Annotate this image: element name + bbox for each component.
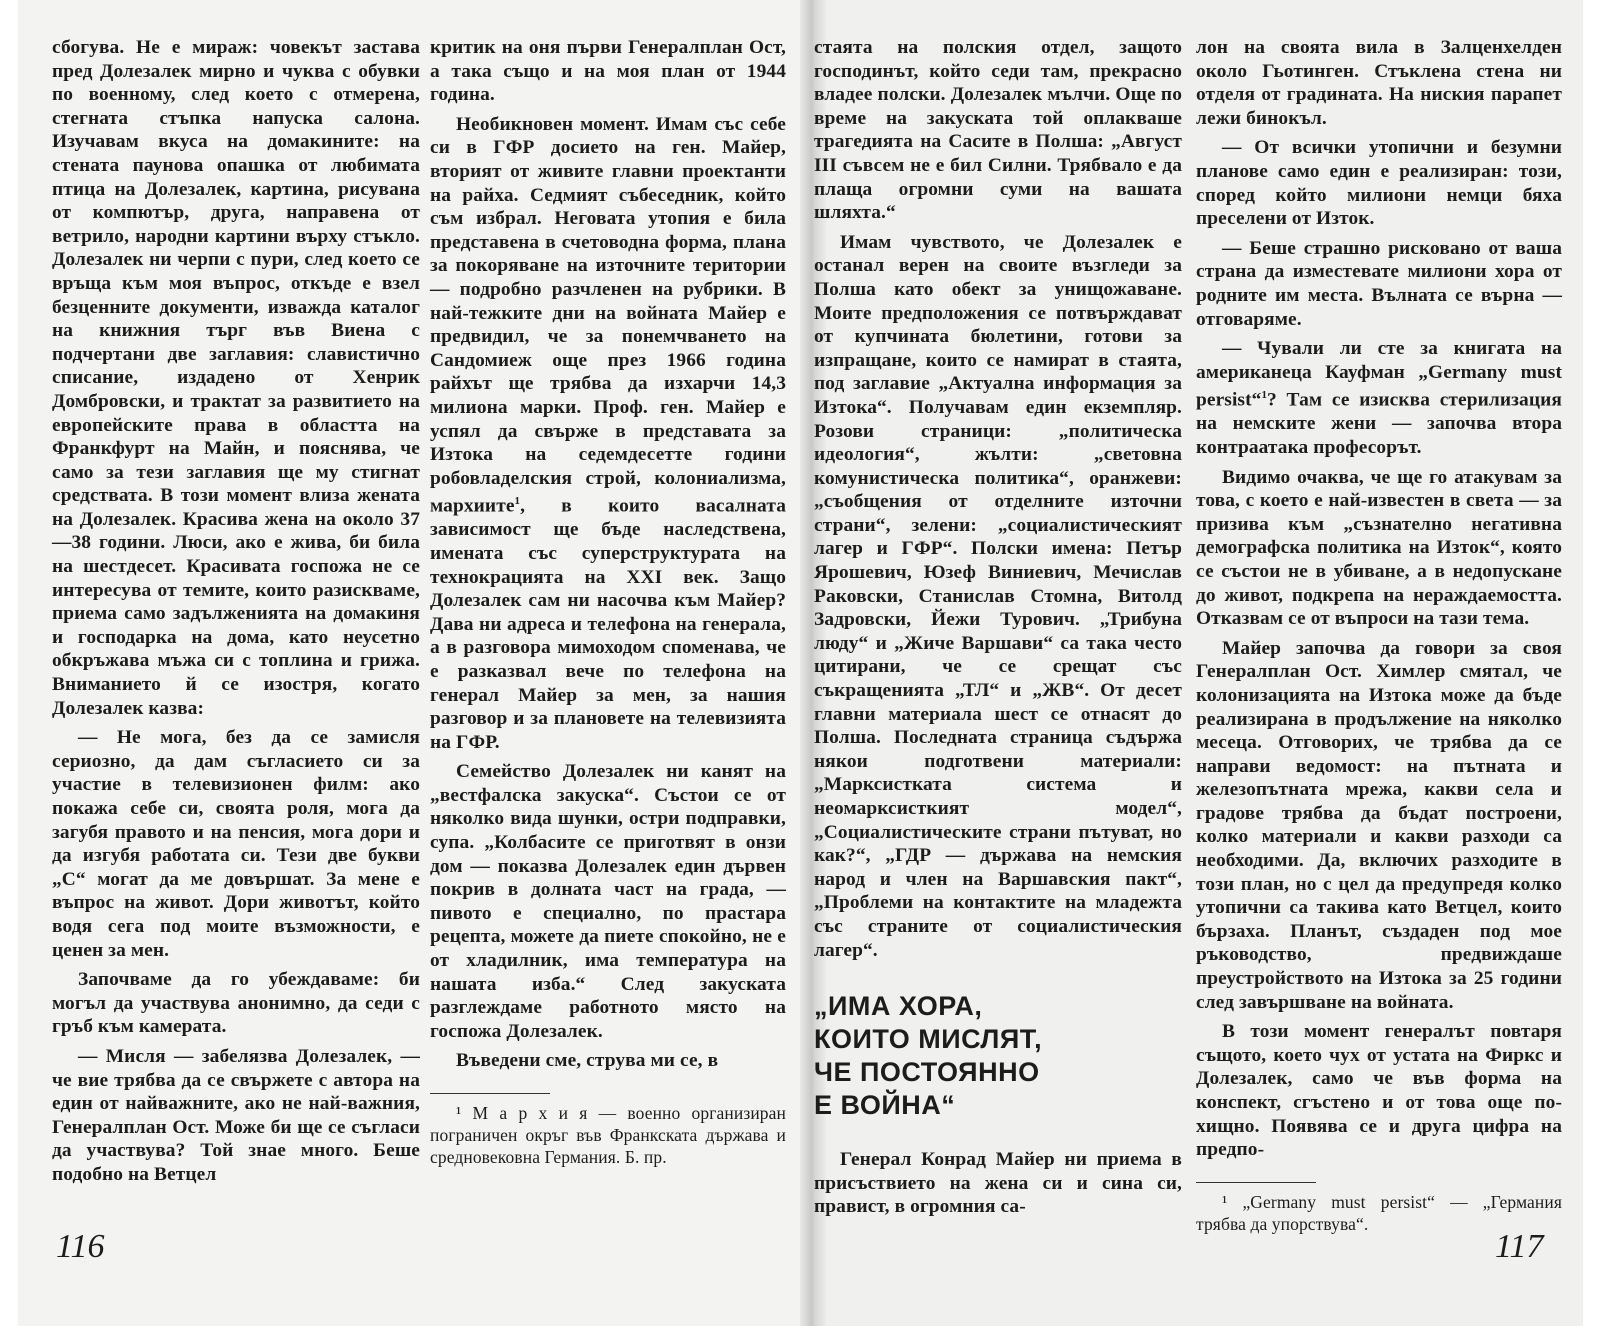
paragraph: В този момент генералът повтаря същото, което чух от устата на Фиркс и Долезалек, само че във форма на конспект, сгъстено и от това още по-хищно. Появява се и друга цифра на предпо- — [1196, 1021, 1562, 1161]
paragraph-text: — Чували ли сте за книгата на американеца Кауфман „Germany must persist“ — [1196, 338, 1562, 411]
paragraph: Въведени сме, струва ми се, в — [456, 1050, 719, 1072]
left-page-column-2 — [430, 36, 786, 1168]
paragraph — [430, 113, 786, 755]
left-page-column-1 — [52, 36, 420, 1187]
paragraph: Майер започва да говори за своя Генералплан Ост. Химлер смятал, че колонизацията на Изтока може да бъде реализирана в продължение на няколко месеца. Отговорих, че трябва да се направи ведомост: на пътната и железопътната мрежа, какви села и градове трябва да бъдат построени, колко материали и какви разходи са необходими. Да, включих разходите в този план, но с цел да предупредя колко утопични са такива като Ветцел, които бързаха. Планът, създаден под мое ръководство, предвиждаше преустройството на Изтока за 25 години след завършване на войната. — [1196, 637, 1562, 1013]
paragraph-text: ? Там се изисква стерилизация на немските жени — започва втора контраатака професорът. — [1196, 389, 1562, 458]
paragraph: Семейство Долезалек ни канят на „вестфалска закуска“. Състои се от няколко вида шунки, остри подправки, супа. „Колбасите се приготвят в онзи дом — показва Долезалек един дървен покрив в долната част на града, — пивото е специално, по прастара рецепта, можете да пиете спокойно, не е от хладилник, има температура на нашата изба.“ След закуската разглеждаме работното място на госпожа Долезалек. — [430, 761, 786, 1042]
paragraph: стаята на полския отдел, защото господинът, който седи там, прекрасно владее полски. Долезалек мълчи. Още по време на закуската той оплакваше трагедията на Сасите в Полша: „Август III съвсем не е бил Силни. Трябвало е да плаща огромни суми на вашата шляхта.“ — [814, 37, 1182, 224]
paragraph: — Не мога, без да се замисля сериозно, да дам съгласието си за участие в телевизионен филм: ако покажа себе си, своята роля, мога да загубя правото и на пенсия, мога дори и да изгубя работата си. Тези две букви „С“ могат да ме довършат. За мене е въпрос на живот. Дори животът, който водя сега под моите възможности, е ценен за мен. — [52, 727, 420, 961]
paragraph: лон на своята вила в Залценхелден около Гьотинген. Стъклена стена ни отделя от градината. На ниския парапет лежи бинокъл. — [1196, 37, 1562, 129]
footnote-divider — [1196, 1182, 1316, 1183]
page-number: 116 — [56, 1228, 105, 1265]
paragraph-text: , в които васалната зависимост ще бъде наследствена, имената със суперструктурата на технокрацията на XXI век. Защо Долезалек сам ни насочва към Майер? Дава ни адреса и телефона на генерала, а в разговора мимоходом споменава, че е разказвал вече по телефона на генерал Майер за мен, за нашия разговор и за плановете на телевизията на ГФР. — [430, 495, 786, 753]
footnote-marker: 1 — [514, 495, 521, 508]
paragraph: сбогува. Не е мираж: човекът застава пред Долезалек мирно и чуква с обувки по военному, след което с отмерена, стегната стъпка напуска салона. Изучавам вкуса на домакините: на стената паунова опашка от любимата птица на Долезалек, картина, рисувана от компютър, друга, направена от ветрило, народни картини върху стъкло. Долезалек ни черпи с пури, след което се връща към моя въпрос, откъде е взел безценните документи, изважда каталог на книжния търг във Виена с подчертани две заглавия: славистично списание, издадено от Хенрик Домбровски, и трактат за развитието на европейските права в областта на Франкфурт на Майн, и пояснява, че само за тези заглавия ще му стигнат средствата. В този момент влиза жената на Долезалек. Красива жена на около 37—38 години. Люси, ако е жива, би била на шестдесет. Красивата госпожа не се интересува от темите, които разискваме, приема само задълженията на домакиня и господарка на дома, като неусетно обкръжава мъжа си с топлина и грижа. Вниманието й се изостря, когато Долезалек казва: — [52, 37, 420, 719]
paragraph: — От всички утопични и безумни планове само един е реализиран: този, според който милиони немци бяха преселени от Изток. — [1196, 137, 1562, 230]
footnote-marker: 1 — [1261, 389, 1268, 402]
right-page-column-1 — [814, 36, 1182, 1219]
heading-line: ЧЕ ПОСТОЯННО — [814, 1057, 1040, 1088]
paragraph: Видимо очаква, че ще го атакувам за това, с което е най-известен в света — за призива към „съзнателно негативна демографска политика на Изток“, която се състои не в убиване, а в недопускане до живот, подкрепа на нераждаемостта. Отказвам се от въпроси на тази тема. — [1196, 466, 1562, 630]
paragraph: Започваме да го убеждаваме: би могъл да участвува анонимно, да седи с гръб към камерата. — [52, 969, 420, 1038]
footnote: ¹ М а р х и я — военно организиран пограничен окръг във Франкската държава и средновековна Германия. Б. пр. — [430, 1103, 786, 1167]
paragraph: Имам чувството, че Долезалек е останал верен на своите възгледи за Полша като обект за унищожаване. Моите предположения се потвърждават от купчината бюлетини, готови за изпращане, които се намират в стаята, под заглавие „Актуална информация за Изтока“. Получавам един екземпляр. Розови страници: „политическа идеология“, жълти: „световна комунистическа политика“, оранжеви: „съобщения от отделните източни страни“, зелени: „социалистическият лагер и ГФР“. Полски имена: Петър Ярошевич, Юзеф Виниевич, Мечислав Раковски, Станислав Стомна, Витолд Задровски, Йежи Турович. „Трибуна люду“ и „Жиче Варшави“ са така често цитирани, че се срещат със съкращенията „ТЛ“ и „ЖВ“. От десет главни материала шест се отнасят до Полша. Последната страница съдържа някои подготвени материали: „Марксистката система и неомарксисткият модел“, „Социалистическите страни пътуват, но как?“, „ГДР — държава на немския народ и член на Варшавския пакт“, „Проблеми на контактите на младежта със страните от социалистическия лагер“. — [814, 231, 1182, 961]
footnote: ¹ „Germany must persist“ — „Германия трябва да упорствува“. — [1196, 1191, 1562, 1234]
heading-line: „ИМА ХОРА, — [814, 991, 983, 1022]
paragraph: — Беше страшно рисковано от ваша страна да изместевате милиони хора от родните им места. Вълната се върна — отговаряме. — [1196, 237, 1562, 330]
paragraph — [1196, 337, 1562, 459]
paragraph: Генерал Конрад Майер ни приема в присъствието на жена си и сина си, правист, в огромния са- — [814, 1149, 1182, 1218]
paragraph-text: Необикновен момент. Имам със себе си в ГФР досието на ген. Майер, вторият от живите главни проектанти на райха. Седмият събеседник, който съм избрал. Неговата утопия е била представена в счетоводна форма, плана за покоряване на източните територии — подробно разчленен на рубрики. В най-тежките дни на войната Майер е предвидил, че за понемчването на Сандомиеж още през 1966 година райхът ще трябва да изхарчи 14,3 милиона марки. Проф. ген. Майер е успял да свърже в представата за Изтока на седемдесетте години робовладелския строй, колониализма, мархиите — [430, 113, 786, 517]
paragraph: критик на оня първи Генералплан Ост, а така също и на моя план от 1944 година. — [430, 37, 786, 106]
heading-line: КОИТО МИСЛЯТ, — [814, 1024, 1043, 1055]
heading-line: Е ВОЙНА“ — [814, 1090, 956, 1121]
page-number: 117 — [1495, 1228, 1544, 1265]
paragraph: — Мисля — забелязва Долезалек, — че вие трябва да се свържете с автора на един от найважните, ако не най-важния, Генералплан Ост. Може би ще се съгласи да участвува? Той знае много. Беше подобно на Ветцел — [52, 1045, 420, 1185]
right-page-column-2 — [1196, 36, 1562, 1235]
footnote-divider — [430, 1093, 550, 1094]
section-heading — [814, 990, 1182, 1122]
